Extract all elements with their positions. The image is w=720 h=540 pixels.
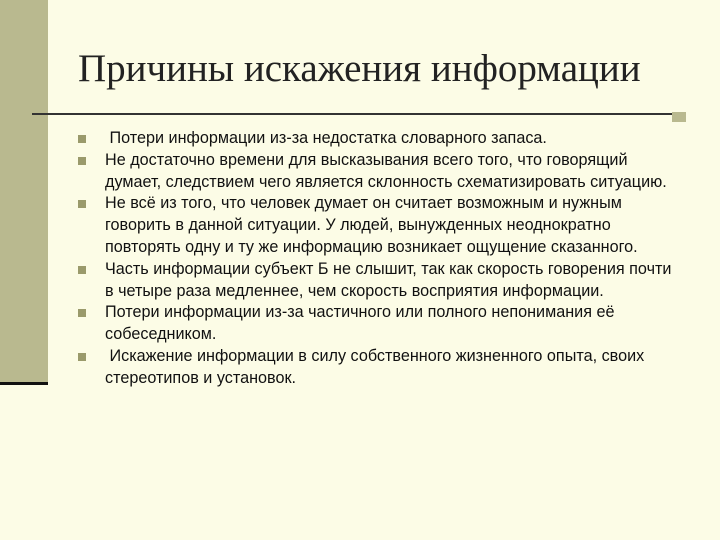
bullet-text: Искажение информации в силу собственного жизненного опыта, своих стереотипов и установок. <box>105 346 649 387</box>
title-divider-accent <box>672 112 686 122</box>
list-item <box>78 346 678 390</box>
bullet-list <box>78 128 678 390</box>
slide-title: Причины искажения информации <box>78 47 641 90</box>
square-bullet-icon <box>78 266 86 274</box>
side-accent-bar <box>0 0 48 382</box>
list-item <box>78 302 678 346</box>
title-divider <box>32 113 672 115</box>
list-item <box>78 193 678 258</box>
square-bullet-icon <box>78 353 86 361</box>
bullet-text: Потери информации из-за частичного или полного непонимания её собеседником. <box>105 303 615 344</box>
bullet-text: Не всё из того, что человек думает он считает возможным и нужным говорить в данной ситуации. У людей, вынужденных неоднократно повторять одну и ту же информацию возникает ощущение сказанного. <box>105 194 638 256</box>
list-item <box>78 259 678 303</box>
square-bullet-icon <box>78 135 86 143</box>
bullet-text: Потери информации из-за недостатка словарного запаса. <box>105 129 547 147</box>
list-item <box>78 150 678 194</box>
square-bullet-icon <box>78 157 86 165</box>
bullet-text: Часть информации субъект Б не слышит, так как скорость говорения почти в четыре раза медленнее, чем скорость восприятия информации. <box>105 259 672 300</box>
square-bullet-icon <box>78 200 86 208</box>
bullet-text: Не достаточно времени для высказывания всего того, что говорящий думает, следствием чего является склонность схематизировать ситуацию. <box>105 150 667 191</box>
list-item <box>78 128 678 150</box>
square-bullet-icon <box>78 309 86 317</box>
side-accent-underline <box>0 382 48 385</box>
